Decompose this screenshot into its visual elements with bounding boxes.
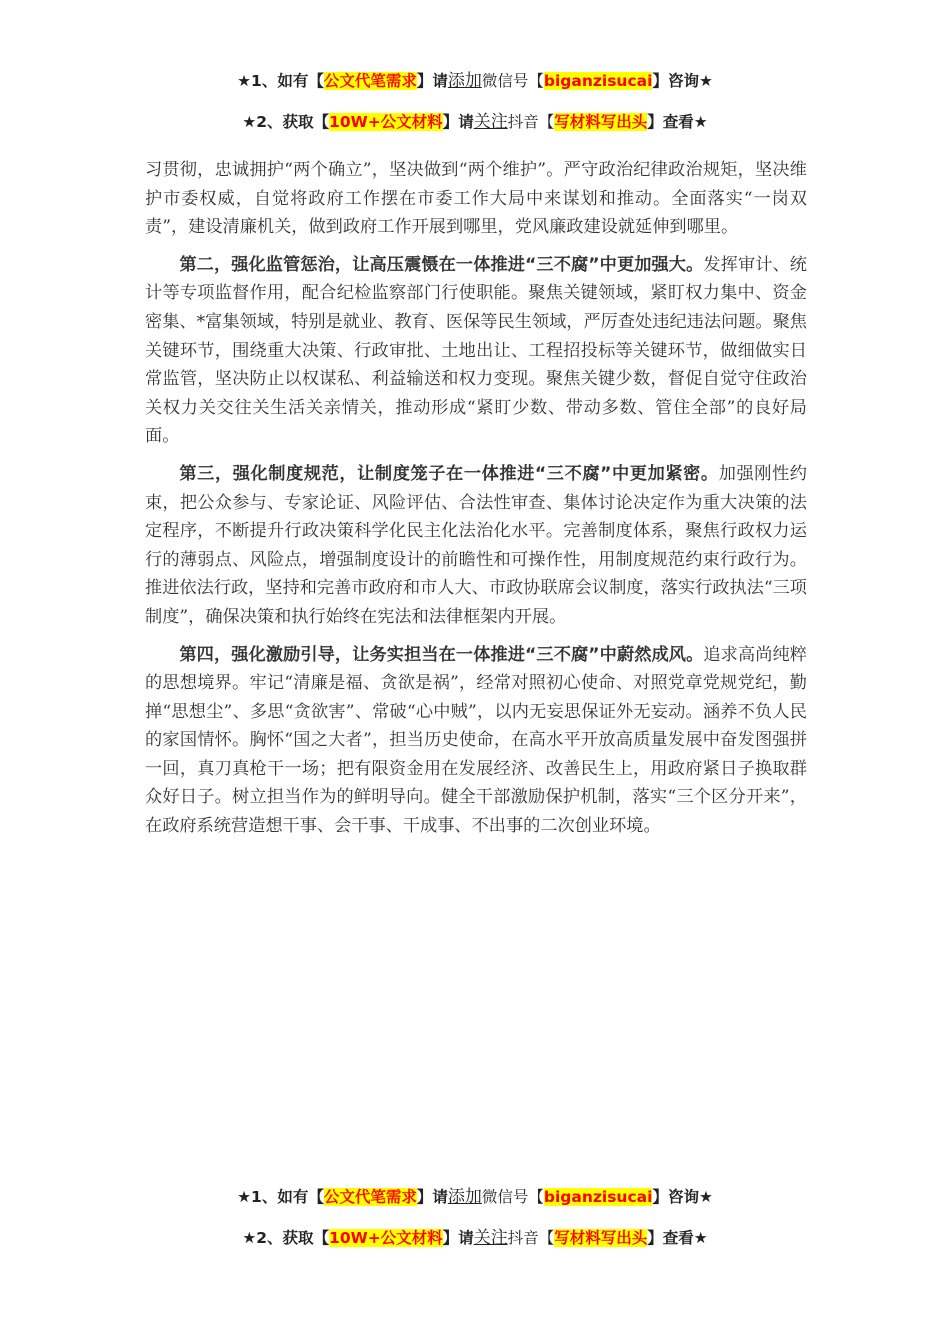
banner-highlight-wechat: biganzisucai	[543, 1188, 653, 1206]
banner-text: 抖音【	[507, 1229, 555, 1247]
banner-text: 】请	[416, 72, 448, 90]
banner-highlight-materials: 10W+公文材料	[329, 113, 443, 131]
document-body	[145, 156, 807, 841]
banner-underlined: 关注	[473, 112, 508, 132]
banner-highlight-materials: 10W+公文材料	[329, 1229, 443, 1247]
banner-underlined: 添加	[447, 71, 482, 91]
banner-text: 】请	[442, 1229, 474, 1247]
banner-text: 微信号【	[481, 72, 544, 90]
banner-text: 】请	[442, 113, 474, 131]
banner-text: 抖音【	[507, 113, 555, 131]
banner-suffix: 】查看★	[647, 113, 708, 131]
banner-highlight-douyin: 写材料写出头	[554, 113, 648, 131]
banner-prefix: ★1、如有【	[237, 1188, 324, 1206]
banner-prefix: ★2、获取【	[242, 1229, 330, 1247]
paragraph-lead: 第四，强化激励引导，让务实担当在一体推进“三不腐”中蔚然成风。	[179, 644, 704, 665]
banner-highlight-wechat: biganzisucai	[543, 72, 653, 90]
banner-text: 微信号【	[481, 1188, 544, 1206]
paragraph-second	[145, 251, 807, 451]
banner-highlight-douyin: 写材料写出头	[554, 1229, 648, 1247]
header-banner-line-1	[0, 70, 950, 92]
banner-prefix: ★1、如有【	[237, 72, 324, 90]
paragraph-text: 加强刚性约束，把公众参与、专家论证、风险评估、合法性审查、集体讨论决定作为重大决策的法定程序，不断提升行政决策科学化民主化法治化水平。完善制度体系，聚焦行政权力运行的薄弱点、风险点，增强制度设计的前瞻性和可操作性，用制度规范约束行政行为。推进依法行政，坚持和完善市政府和市人大、市政协联席会议制度，落实行政执法“三项制度”，确保决策和执行始终在宪法和法律框架内开展。	[145, 463, 807, 627]
banner-highlight-service: 公文代笔需求	[323, 1188, 417, 1206]
banner-underlined: 添加	[447, 1187, 482, 1207]
banner-suffix: 】查看★	[647, 1229, 708, 1247]
paragraph-third	[145, 460, 807, 632]
paragraph-fourth	[145, 641, 807, 841]
paragraph-lead: 第三，强化制度规范，让制度笼子在一体推进“三不腐”中更加紧密。	[179, 463, 719, 484]
paragraph-text: 发挥审计、统计等专项监督作用，配合纪检监察部门行使职能。聚焦关键领域，紧盯权力集中、资金密集、*富集领域，特别是就业、教育、医保等民生领域，严厉查处违纪违法问题。聚焦关键环节，围绕重大决策、行政审批、土地出让、工程招投标等关键环节，做细做实日常监管，坚决防止以权谋私、利益输送和权力变现。聚焦关键少数，督促自觉守住政治关权力关交往关生活关亲情关，推动形成“紧盯少数、带动多数、管住全部”的良好局面。	[145, 254, 807, 447]
paragraph-text: 追求高尚纯粹的思想境界。牢记“清廉是福、贪欲是祸”，经常对照初心使命、对照党章党规党纪，勤掸“思想尘”、多思“贪欲害”、常破“心中贼”，以内无妄思保证外无妄动。涵养不负人民的家国情怀。胸怀“国之大者”，担当历史使命，在高水平开放高质量发展中奋发图强拼一回，真刀真枪干一场；把有限资金用在发展经济、改善民生上，用政府紧日子换取群众好日子。树立担当作为的鲜明导向。健全干部激励保护机制，落实“三个区分开来”，在政府系统营造想干事、会干事、干成事、不出事的二次创业环境。	[145, 644, 807, 837]
banner-suffix: 】咨询★	[652, 72, 713, 90]
banner-highlight-service: 公文代笔需求	[323, 72, 417, 90]
paragraph-continuation	[145, 156, 807, 242]
paragraph-text: 习贯彻，忠诚拥护“两个确立”，坚决做到“两个维护”。严守政治纪律政治规矩，坚决维护市委权威，自觉将政府工作摆在市委工作大局中来谋划和推动。全面落实“一岗双责”，建设清廉机关，做到政府工作开展到哪里，党风廉政建设就延伸到哪里。	[145, 160, 807, 238]
header-banner-line-2	[0, 111, 950, 133]
footer-banner-line-1	[0, 1186, 950, 1208]
banner-underlined: 关注	[473, 1228, 508, 1248]
banner-suffix: 】咨询★	[652, 1188, 713, 1206]
banner-prefix: ★2、获取【	[242, 113, 330, 131]
footer-banner-line-2	[0, 1227, 950, 1249]
banner-text: 】请	[416, 1188, 448, 1206]
paragraph-lead: 第二，强化监管惩治，让高压震慑在一体推进“三不腐”中更加强大。	[179, 254, 704, 275]
